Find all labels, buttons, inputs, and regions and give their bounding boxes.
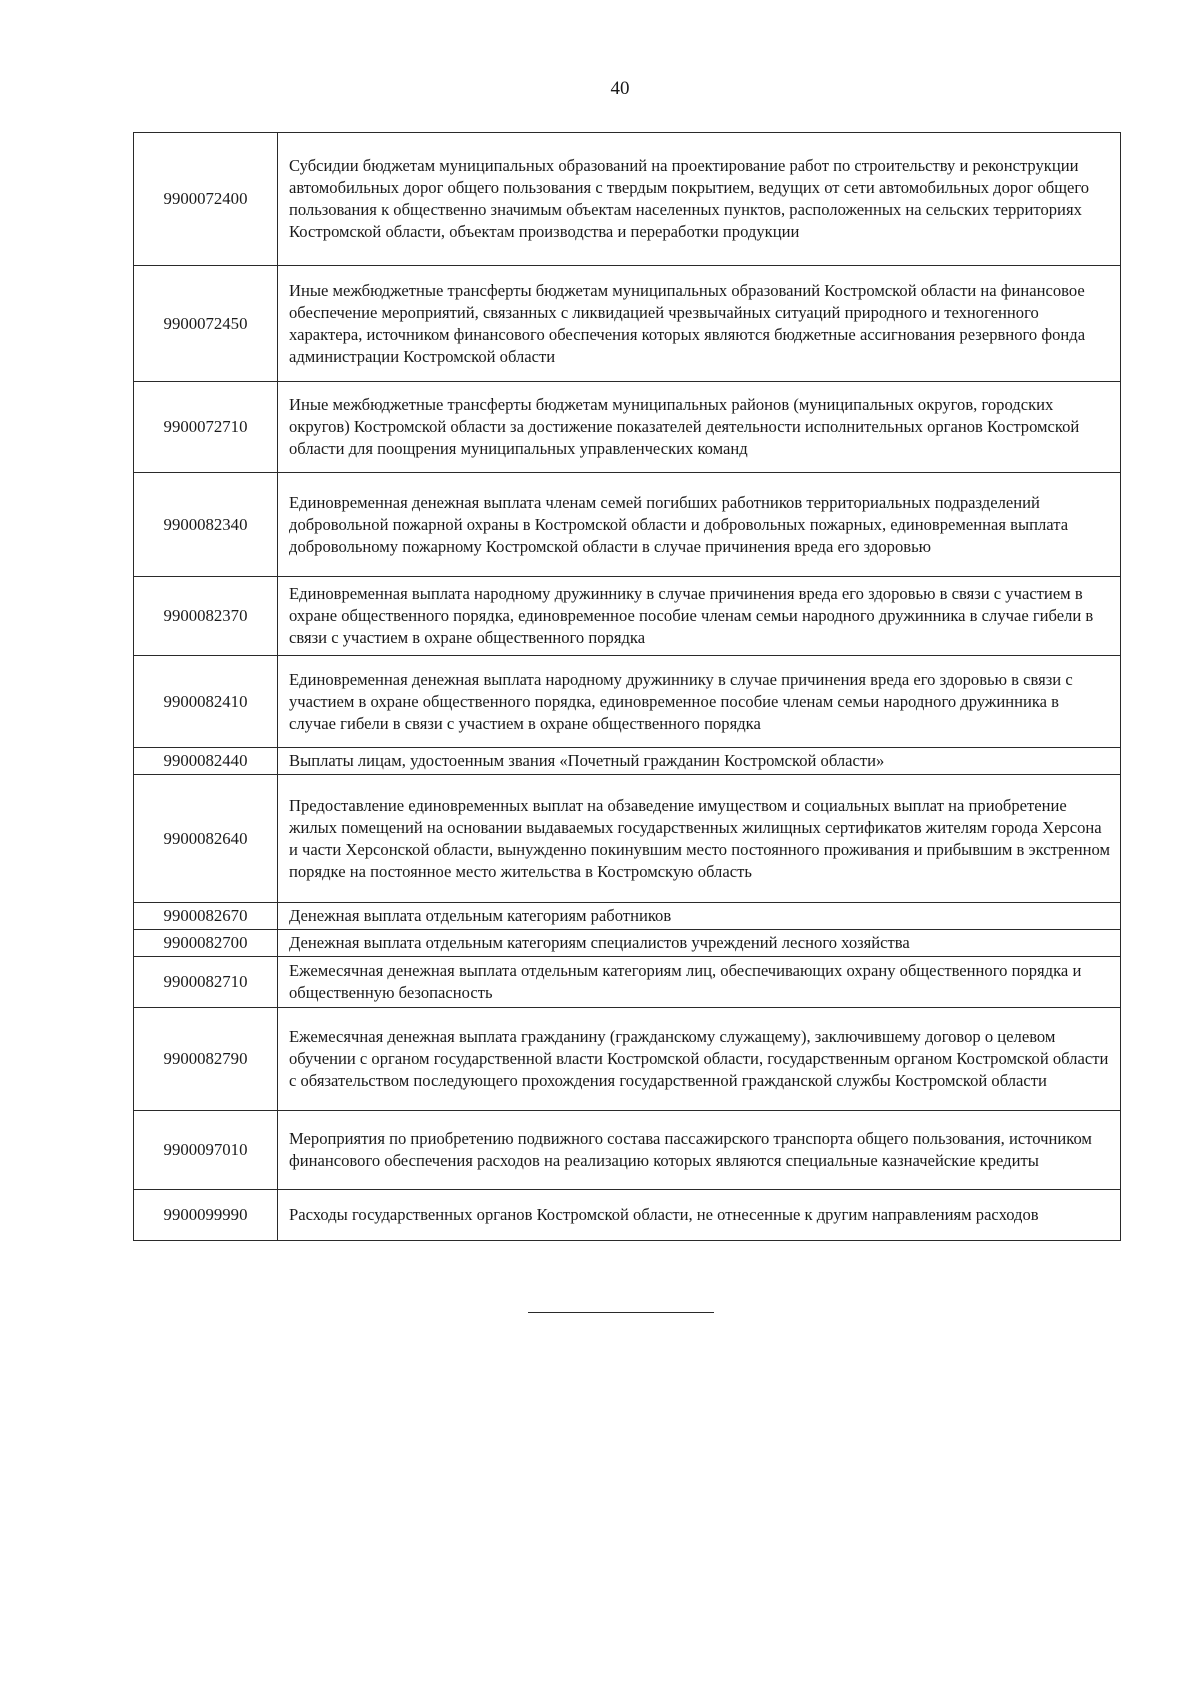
table-row (134, 473, 1121, 577)
row-description: Единовременная денежная выплата народному дружиннику в случае причинения вреда его здоровью в связи с участием в охране общественного порядка, единовременное пособие членам семьи народного дружинника в случае гибели в связи с участием в охране общественного порядка (278, 656, 1121, 748)
table-row (134, 1111, 1121, 1190)
table-row (134, 656, 1121, 748)
row-description: Ежемесячная денежная выплата гражданину (гражданскому служащему), заключившему договор о целевом обучении с органом государственной власти Костромской области, государственным органом Костромской области с обязательством последующего прохождения государственной гражданской службы Костромской области (278, 1008, 1121, 1111)
table-row (134, 382, 1121, 473)
row-code: 9900082640 (134, 775, 278, 903)
row-code: 9900082790 (134, 1008, 278, 1111)
row-code: 9900072710 (134, 382, 278, 473)
row-code: 9900072450 (134, 266, 278, 382)
table-row (134, 1008, 1121, 1111)
page-number: 40 (610, 78, 630, 99)
row-code: 9900082670 (134, 903, 278, 930)
table-row (134, 930, 1121, 957)
row-code: 9900097010 (134, 1111, 278, 1190)
row-code: 9900082710 (134, 957, 278, 1008)
row-code: 9900082370 (134, 577, 278, 656)
table-row (134, 577, 1121, 656)
row-description: Выплаты лицам, удостоенным звания «Почетный гражданин Костромской области» (278, 748, 1121, 775)
row-description: Иные межбюджетные трансферты бюджетам муниципальных районов (муниципальных округов, городских округов) Костромской области за достижение показателей деятельности исполнительных органов Костромской области для поощрения муниципальных управленческих команд (278, 382, 1121, 473)
row-description: Денежная выплата отдельным категориям специалистов учреждений лесного хозяйства (278, 930, 1121, 957)
table-row (134, 1190, 1121, 1241)
row-description: Мероприятия по приобретению подвижного состава пассажирского транспорта общего пользования, источником финансового обеспечения расходов на реализацию которых являются специальные казначейские кредиты (278, 1111, 1121, 1190)
row-description: Субсидии бюджетам муниципальных образований на проектирование работ по строительству и реконструкции автомобильных дорог общего пользования с твердым покрытием, ведущих от сети автомобильных дорог общего пользования к общественно значимым объектам населенных пунктов, расположенных на сельских территориях Костромской области, объектам производства и переработки продукции (278, 133, 1121, 266)
closing-divider (528, 1312, 714, 1313)
row-description: Единовременная выплата народному дружиннику в случае причинения вреда его здоровью в связи с участием в охране общественного порядка, единовременное пособие членам семьи народного дружинника в случае гибели в связи с участием в охране общественного порядка (278, 577, 1121, 656)
row-code: 9900099990 (134, 1190, 278, 1241)
row-code: 9900082410 (134, 656, 278, 748)
table-row (134, 266, 1121, 382)
expenditure-table (133, 132, 1121, 1241)
row-description: Денежная выплата отдельным категориям работников (278, 903, 1121, 930)
row-code: 9900082700 (134, 930, 278, 957)
row-description: Ежемесячная денежная выплата отдельным категориям лиц, обеспечивающих охрану общественного порядка и общественную безопасность (278, 957, 1121, 1008)
table-row (134, 133, 1121, 266)
row-description: Единовременная денежная выплата членам семей погибших работников территориальных подразделений добровольной пожарной охраны в Костромской области и добровольных пожарных, единовременная выплата добровольному пожарному Костромской области в случае причинения вреда его здоровью (278, 473, 1121, 577)
table-row (134, 748, 1121, 775)
table-row (134, 957, 1121, 1008)
table-row (134, 903, 1121, 930)
row-description: Предоставление единовременных выплат на обзаведение имуществом и социальных выплат на приобретение жилых помещений на основании выдаваемых государственных жилищных сертификатов жителям города Херсона и части Херсонской области, вынужденно покинувшим место постоянного проживания и прибывшим в экстренном порядке на постоянное место жительства в Костромскую область (278, 775, 1121, 903)
row-description: Расходы государственных органов Костромской области, не отнесенные к другим направлениям расходов (278, 1190, 1121, 1241)
row-code: 9900072400 (134, 133, 278, 266)
row-description: Иные межбюджетные трансферты бюджетам муниципальных образований Костромской области на финансовое обеспечение мероприятий, связанных с ликвидацией чрезвычайных ситуаций природного и техногенного характера, источником финансового обеспечения которых являются бюджетные ассигнования резервного фонда администрации Костромской области (278, 266, 1121, 382)
table-row (134, 775, 1121, 903)
row-code: 9900082440 (134, 748, 278, 775)
row-code: 9900082340 (134, 473, 278, 577)
